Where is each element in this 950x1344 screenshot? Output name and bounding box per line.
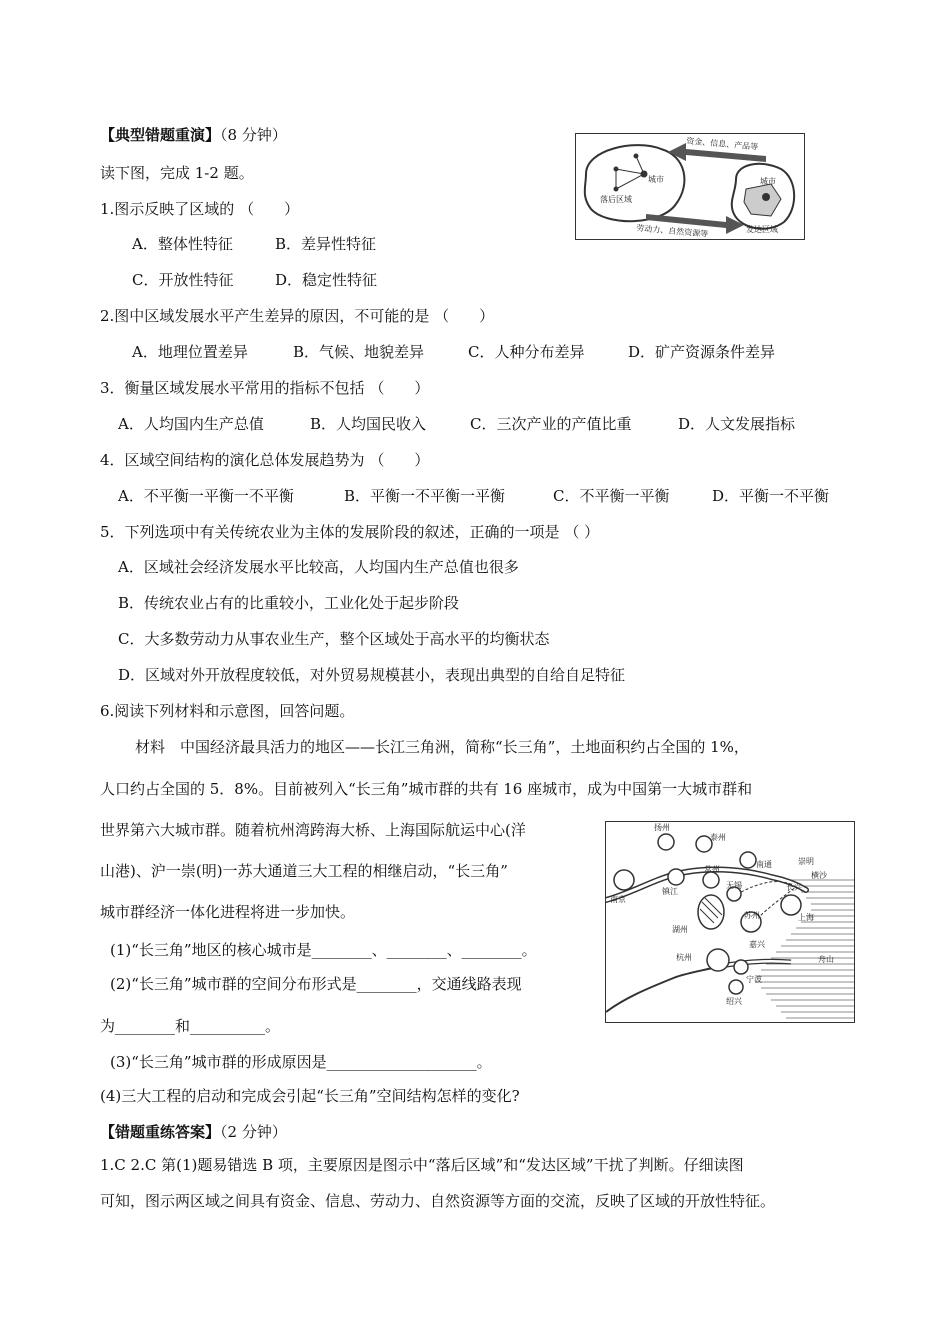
q1-option-b: B．差异性特征 xyxy=(275,235,377,253)
q1-option-d: D．稳定性特征 xyxy=(275,271,378,289)
q6-material-line3: 世界第六大城市群。随着杭州湾跨海大桥、上海国际航运中心(洋 xyxy=(100,821,526,839)
q6-stem: 6.阅读下列材料和示意图，回答问题。 xyxy=(100,702,355,720)
q4-option-a: A．不平衡一平衡一不平衡 xyxy=(118,487,294,505)
q6-sub2a: (2)“长三角”城市群的空间分布形式是________，交通线路表现 xyxy=(110,975,522,993)
q1-stem: 1.图示反映了区域的 （ ） xyxy=(100,200,300,218)
q1-option-c: C．开放性特征 xyxy=(132,271,234,289)
right-city-label: 城市 xyxy=(760,177,776,186)
city-nanjing: 南京 xyxy=(610,895,626,904)
city-zhenjiang: 镇江 xyxy=(662,887,678,896)
q2-option-b: B．气候、地貌差异 xyxy=(293,343,425,361)
city-hengsha: 横沙 xyxy=(811,871,827,880)
q5-option-d: D．区域对外开放程度较低，对外贸易规模甚小，表现出典型的自给自足特征 xyxy=(118,666,626,684)
city-shaoxing: 绍兴 xyxy=(726,997,742,1006)
q3-option-a: A．人均国内生产总值 xyxy=(118,415,264,433)
section-time: （8 分钟） xyxy=(220,126,287,144)
q5-option-b: B．传统农业占有的比重较小，工业化处于起步阶段 xyxy=(118,594,460,612)
q5-stem: 5．下列选项中有关传统农业为主体的发展阶段的叙述，正确的一项是 （ ） xyxy=(100,523,600,541)
yangtze-delta-map xyxy=(605,821,855,1023)
q6-sub4: (4)三大工程的启动和完成会引起“长三角”空间结构怎样的变化? xyxy=(100,1087,520,1105)
answer-section-time: （2 分钟） xyxy=(220,1123,287,1141)
section-title xyxy=(100,125,287,145)
q6-material-line2: 人口约占全国的 5．8%。目前被列入“长三角”城市群的共有 16 座城市，成为中国第一大城市群和 xyxy=(100,780,753,798)
answer-line2: 可知，图示两区域之间具有资金、信息、劳动力、自然资源等方面的交流，反映了区域的开放性特征。 xyxy=(100,1192,776,1210)
city-nantong: 南通 xyxy=(756,860,772,869)
region-exchange-figure xyxy=(575,133,805,240)
right-region-label: 发达区域 xyxy=(746,225,778,234)
city-wuxi: 无锡 xyxy=(726,881,742,890)
city-chongming: 崇明 xyxy=(798,857,814,866)
q3-stem: 3．衡量区域发展水平常用的指标不包括 （ ） xyxy=(100,379,430,397)
q4-option-c: C．不平衡一平衡 xyxy=(553,487,670,505)
q5-option-a: A．区域社会经济发展水平比较高，人均国内生产总值也很多 xyxy=(118,558,519,576)
q3-option-d: D．人文发展指标 xyxy=(678,415,796,433)
city-changzhou: 常州 xyxy=(704,865,720,874)
q1-option-a: A．整体性特征 xyxy=(132,235,233,253)
q2-stem: 2.图中区域发展水平产生差异的原因，不可能的是 （ ） xyxy=(100,307,495,325)
q2-option-a: A．地理位置差异 xyxy=(132,343,248,361)
q6-sub1: (1)“长三角”地区的核心城市是________、________、________。 xyxy=(110,941,537,959)
answer-section-title xyxy=(100,1122,287,1142)
city-ningbo: 宁波 xyxy=(746,975,762,984)
q3-option-b: B．人均国民收入 xyxy=(310,415,427,433)
q6-sub2b: 为________和__________。 xyxy=(100,1017,281,1035)
q2-option-d: D．矿产资源条件差异 xyxy=(628,343,776,361)
city-shanghai: 上海 xyxy=(798,913,814,922)
city-yangzhou: 扬州 xyxy=(654,823,670,832)
q6-sub3: (3)“长三角”城市群的形成原因是____________________。 xyxy=(110,1053,492,1071)
city-changxing: 长兴 xyxy=(786,883,802,892)
city-huzhou: 湖州 xyxy=(672,925,688,934)
city-hangzhou: 杭州 xyxy=(676,953,692,962)
q6-material-line4: 山港)、沪一崇(明)一苏大通道三大工程的相继启动，“长三角” xyxy=(100,862,508,880)
city-suzhou: 苏州 xyxy=(744,911,760,920)
city-taizhou: 泰州 xyxy=(710,833,726,842)
left-city-label: 城市 xyxy=(648,175,664,184)
q6-material-line1: 材料 中国经济最具活力的地区——长江三角洲，简称“长三角”，土地面积约占全国的 1%， xyxy=(135,738,749,756)
q4-option-b: B．平衡一不平衡一平衡 xyxy=(344,487,506,505)
answer-section-title-text: 【错题重练答案】 xyxy=(100,1123,221,1141)
intro-text: 读下图，完成 1-2 题。 xyxy=(100,164,254,182)
top-arrow-label: 资金、信息、产品等 xyxy=(685,136,759,152)
q6-material-line5: 城市群经济一体化进程将进一步加快。 xyxy=(100,903,356,921)
q4-stem: 4．区域空间结构的演化总体发展趋势为 （ ） xyxy=(100,451,430,469)
q4-option-d: D．平衡一不平衡 xyxy=(712,487,830,505)
q3-option-c: C．三次产业的产值比重 xyxy=(470,415,632,433)
bottom-arrow-label: 劳动力、自然资源等 xyxy=(635,223,709,239)
city-zhoushan: 舟山 xyxy=(818,955,834,964)
city-jiaxing: 嘉兴 xyxy=(749,940,765,949)
answer-line1: 1.C 2.C 第(1)题易错选 B 项，主要原因是图示中“落后区域”和“发达区域”干扰了判断。仔细读图 xyxy=(100,1156,744,1174)
sea-area xyxy=(756,880,854,1018)
q2-option-c: C．人种分布差异 xyxy=(468,343,585,361)
section-title-text: 【典型错题重演】 xyxy=(100,126,221,144)
left-region-label: 落后区域 xyxy=(600,195,632,204)
taihu-lake xyxy=(698,895,724,929)
q5-option-c: C．大多数劳动力从事农业生产，整个区域处于高水平的均衡状态 xyxy=(118,630,550,648)
